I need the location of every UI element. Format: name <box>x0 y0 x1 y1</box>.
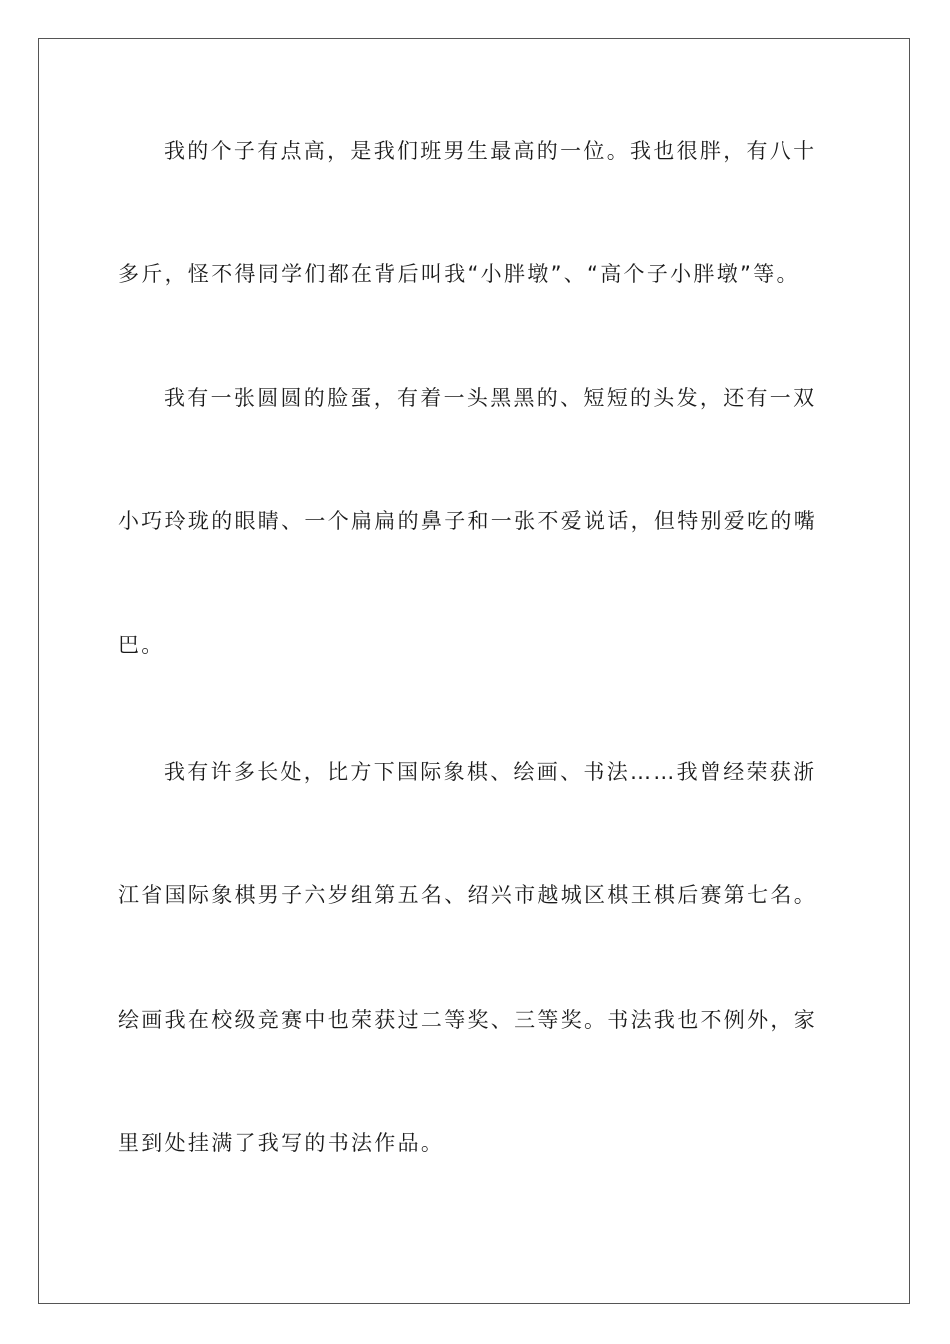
paragraph-1-line-2: 多斤，怪不得同学们都在背后叫我“小胖墩”、“高个子小胖墩”等。 <box>118 262 800 286</box>
paragraph-2-line-3: 巴。 <box>118 633 165 657</box>
paragraph-3-line-2: 江省国际象棋男子六岁组第五名、绍兴市越城区棋王棋后赛第七名。 <box>118 883 817 907</box>
paragraph-3-line-1: 我有许多长处，比方下国际象棋、绘画、书法……我曾经荣获浙 <box>164 760 817 784</box>
paragraph-3-line-4: 里到处挂满了我写的书法作品。 <box>118 1131 445 1155</box>
paragraph-2-line-2: 小巧玲珑的眼睛、一个扁扁的鼻子和一张不爱说话，但特别爱吃的嘴 <box>118 509 817 533</box>
paragraph-2-line-1: 我有一张圆圆的脸蛋，有着一头黑黑的、短短的头发，还有一双 <box>164 386 817 410</box>
page-frame <box>38 38 910 1304</box>
paragraph-3-line-3: 绘画我在校级竞赛中也荣获过二等奖、三等奖。书法我也不例外，家 <box>118 1008 817 1032</box>
paragraph-1-line-1: 我的个子有点高，是我们班男生最高的一位。我也很胖，有八十 <box>164 139 817 163</box>
